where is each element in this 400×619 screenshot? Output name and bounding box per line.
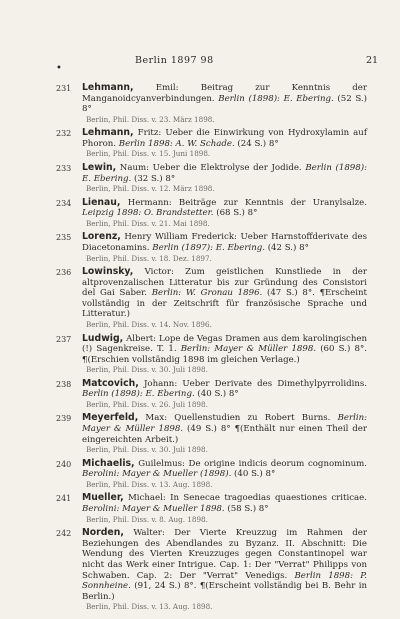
entry-number: 238: [56, 379, 72, 389]
entry-title: Guilelmus: De origine indicis deorum cognominum.: [134, 458, 367, 469]
entry-imprint: Berlin 1898: A. W. Schade.: [118, 138, 235, 149]
entry-imprint: Berlin (1898): E. Ebering.: [218, 93, 334, 104]
entry-title: Max: Quellenstudien zu Robert Burns.: [138, 413, 338, 424]
entry-imprint: Berolini: Mayer & Mueller (1898).: [82, 469, 232, 480]
entry-title: Johann: Ueber Derivate des Dimethylpyrrolidins.: [138, 378, 367, 389]
entry-number: 236: [56, 268, 72, 278]
entry-list: [0, 83, 400, 616]
entry-citation: [82, 198, 367, 219]
section-mark: •: [56, 63, 62, 74]
entry-citation: [82, 83, 367, 115]
entry-extent: (32 S.) 8°: [131, 173, 176, 184]
dissertation-note: Berlin, Phil. Diss. v. 30. Juli 1898.: [86, 365, 208, 375]
entry-imprint: Berlin: Mayer & Müller 1898.: [82, 413, 367, 435]
entry-extent: (42 S.) 8°: [264, 242, 309, 253]
entry: [0, 198, 367, 228]
entry: [0, 493, 367, 523]
dissertation-note: Berlin, Phil. Diss. v. 14. Nov. 1896.: [86, 320, 212, 329]
entry-title: Emil: Beitrag zur Kenntnis der Manganoidcyanverbindungen.: [82, 83, 367, 104]
entry-citation: [82, 493, 367, 514]
entry-number: 241: [56, 494, 72, 504]
entry: [0, 267, 367, 329]
author-surname: Lorenz,: [82, 231, 121, 243]
entry: [0, 83, 367, 124]
entry: [0, 163, 367, 193]
entry-imprint: Berlin: Mayer & Müller 1898.: [180, 344, 317, 355]
entry-title: Naum: Ueber die Elektrolyse der Jodide.: [116, 162, 306, 173]
entry-citation: [82, 128, 367, 149]
entry-extent: (24 S.) 8°: [234, 138, 279, 149]
entry: [0, 128, 367, 158]
entry-number: 234: [56, 198, 72, 208]
dissertation-note: Berlin, Phil. Diss. v. 26. Juli 1898.: [86, 399, 208, 409]
dissertation-note: Berlin, Phil. Diss. v. 18. Dez. 1897.: [86, 253, 212, 263]
entry-extent: (91, 24 S.) 8°. ¶(Erscheint vollständig bei B. Behr in Berlin.): [82, 581, 367, 602]
entry-extent: (60 S.) 8°. ¶(Erschien vollständig 1898 im gleichen Verlage.): [82, 344, 367, 365]
entry: [0, 232, 367, 262]
running-title: Berlin 1897 98: [135, 55, 214, 66]
entry: [0, 528, 367, 611]
author-surname: Mueller,: [82, 492, 124, 504]
author-surname: Lehmann,: [82, 82, 134, 93]
entry-imprint: Berlin (1898): E. Ebering.: [82, 162, 367, 184]
dissertation-note: Berlin, Phil. Diss. v. 15. Juni 1898.: [86, 149, 211, 159]
entry-citation: [82, 232, 367, 253]
running-header: [0, 55, 400, 74]
entry: [0, 459, 367, 489]
entry-imprint: Berlin 1898: P. Sonnheine.: [82, 570, 367, 592]
dissertation-note: Berlin, Phil. Diss. v. 13. Aug. 1898.: [86, 479, 213, 489]
entry-imprint: Berlin (1897): E. Ebering.: [152, 242, 265, 253]
entry-extent: (40 S.) 8°: [231, 469, 276, 480]
entry-imprint: Berlin (1898): E. Ebering.: [82, 389, 195, 400]
entry-title: Hermann: Beiträge zur Kenntnis der Uranylsalze.: [120, 197, 367, 208]
entry-citation: [82, 267, 367, 320]
entry: [0, 379, 367, 409]
entry-extent: (40 S.) 8°: [194, 389, 239, 400]
author-surname: Meyerfeld,: [82, 412, 139, 424]
entry-extent: (68 S.) 8°: [213, 208, 258, 219]
entry-citation: [82, 163, 367, 184]
entry-citation: [82, 413, 367, 445]
author-surname: Lienau,: [82, 196, 121, 208]
entry-extent: (47 S.) 8°. ¶Erscheint vollständig in der Zeitschrift für französische Sprache und Litteratur.): [82, 288, 367, 320]
entry-number: 242: [56, 529, 72, 539]
author-surname: Matcovich,: [82, 377, 139, 389]
dissertation-note: Berlin, Phil. Diss. v. 23. März 1898.: [86, 114, 215, 124]
entry-citation: [82, 334, 367, 366]
entry-imprint: Berolini: Mayer & Mueller 1898.: [82, 504, 225, 515]
author-surname: Lehmann,: [82, 127, 134, 139]
entry-title: Henry William Frederick: Ueber Harnstoffderivate des Diacetonamins.: [82, 232, 367, 253]
entry-title: Victor: Zum geistlichen Kunstliede in der altprovenzalischen Litteratur bis zur Gründung des Consistori del Gai Saber.: [82, 267, 367, 299]
author-surname: Norden,: [82, 527, 124, 539]
entry-citation: [82, 379, 367, 400]
entry-extent: (52 S.) 8°: [82, 93, 368, 115]
dissertation-note: Berlin, Phil. Diss. v. 30. Juli 1898.: [86, 445, 208, 455]
entry-title: Albert: Lope de Vegas Dramen aus dem karolingischen (!) Sagenkreise. T. 1.: [82, 333, 367, 355]
page-number: 21: [366, 55, 379, 66]
entry-citation: [82, 459, 367, 480]
dissertation-note: Berlin, Phil. Diss. v. 13. Aug. 1898.: [86, 602, 213, 612]
entry-citation: [82, 528, 367, 602]
entry-number: 231: [56, 84, 72, 93]
author-surname: Michaelis,: [82, 457, 135, 469]
entry-title: Fritz: Ueber die Einwirkung von Hydroxylamin auf Phoron.: [82, 128, 367, 149]
entry-imprint: Leipzig 1898: O. Brandstetter.: [82, 208, 214, 219]
entry-number: 240: [56, 459, 72, 469]
entry: [0, 334, 367, 375]
entry-number: 237: [56, 334, 72, 344]
author-surname: Lowinsky,: [82, 266, 134, 278]
dissertation-note: Berlin, Phil. Diss. v. 12. März 1898.: [86, 184, 215, 194]
author-surname: Ludwig,: [82, 332, 124, 344]
entry-number: 235: [56, 233, 72, 243]
entry-extent: (58 S.) 8°: [224, 504, 269, 515]
entry-title: Michael: In Senecae tragoedias quaestiones criticae.: [123, 493, 367, 504]
entry-extent: (49 S.) 8° ¶(Enthält nur einen Theil der eingereichten Arbeit.): [82, 424, 367, 445]
entry: [0, 413, 367, 454]
dissertation-note: Berlin, Phil. Diss. v. 21. Mai 1898.: [86, 218, 210, 228]
author-surname: Lewin,: [82, 161, 117, 173]
entry-number: 239: [56, 414, 72, 424]
entry-number: 233: [56, 163, 72, 173]
dissertation-note: Berlin, Phil. Diss. v. 8. Aug. 1898.: [86, 514, 208, 524]
entry-title: Walter: Der Vierte Kreuzzug im Rahmen der Beziehungen des Abendlandes zu Byzanz. II. Abschnitt: Die Wendung des Vierten Kreuzzuges gegen Constantinopel war nicht das Werk einer Intrigue. Cap. 1: Der "Verrat" Philipps von Schwaben. Cap. 2: Der "Verrat" Venedigs.: [82, 528, 367, 581]
entry-imprint: Berlin: W. Gronau 1896.: [151, 288, 263, 299]
entry-number: 232: [56, 129, 72, 139]
